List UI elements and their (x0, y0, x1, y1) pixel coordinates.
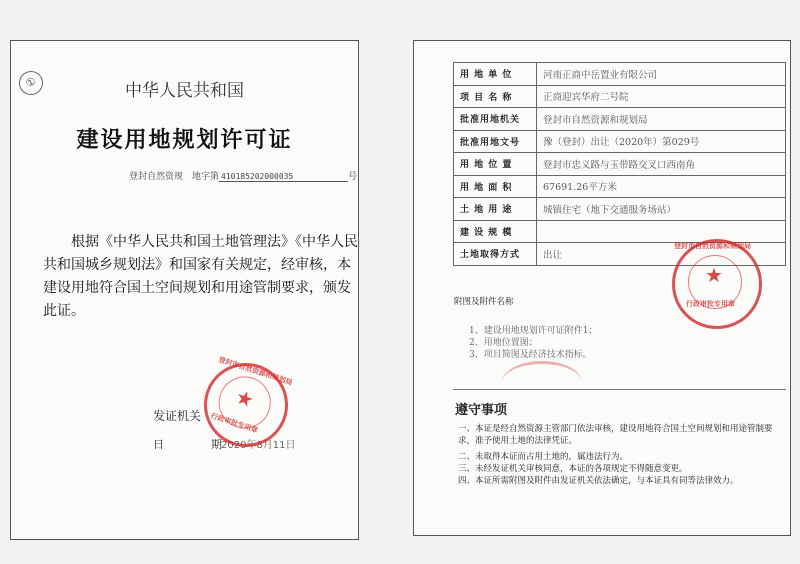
number-suffix: 号 (348, 172, 358, 182)
issuing-authority-label: 发证机关 (153, 409, 202, 423)
legal-basis-text: 根据《中华人民共和国土地管理法》《中华人民共和国城乡规划法》和国家有关规定，经审核，本建设用地符合国土空间规划和用途管制要求，颁发此证。 (43, 234, 358, 319)
seal-subtext: 行政审批专用章 (686, 300, 735, 308)
attachment-item: 2、用地位置图； (469, 338, 538, 348)
table-row (454, 198, 786, 221)
row-label: 土地取得方式 (454, 243, 537, 266)
certificate-title: 建设用地规划许可证 (76, 128, 293, 153)
row-label: 用 地 面 积 (454, 175, 537, 198)
row-value: 河南正商中岳置业有限公司 (537, 63, 786, 86)
country-name: 中华人民共和国 (125, 81, 244, 101)
row-value: 城镇住宅（地下交通服务场站） (537, 198, 786, 221)
row-label: 土 地 用 途 (454, 198, 537, 221)
seal-text: 登封市自然资源和规划局 (674, 242, 751, 250)
attachment-item: 3、项目简图及经济技术指标。 (469, 350, 592, 360)
issue-date: 2020年8月11日 (221, 440, 296, 451)
seal-subtext: 行政审批专用章 (209, 411, 259, 435)
seal-text: 登封市自然资源和规划局 (217, 355, 294, 387)
table-row (454, 153, 786, 176)
star-icon: ★ (705, 263, 723, 287)
row-value: 67691.26平方米 (537, 175, 786, 198)
date-label: 日 期 (153, 438, 240, 451)
land-info-table (453, 62, 786, 266)
row-label: 批准用地文号 (454, 130, 537, 153)
notice-item: 四、本证所需附图及附件由发证机关依法确定，与本证具有同等法律效力。 (458, 476, 739, 486)
row-value: 正商迎宾华府二号院 (537, 85, 786, 108)
certificate-number-row (129, 169, 357, 182)
row-label: 项 目 名 称 (454, 85, 537, 108)
row-value: 登封市忠义路与玉带路交叉口西南角 (537, 153, 786, 176)
page-number-mark: ① (15, 67, 47, 99)
row-label: 批准用地机关 (454, 108, 537, 131)
notice-item: 一、本证是经自然资源主管部门依法审核，建设用地符合国土空间规划和用途管制要求，准予使用土地的法律凭证。 (458, 424, 773, 446)
row-label: 用 地 位 置 (454, 153, 537, 176)
official-seal-stamp (672, 239, 764, 331)
row-label: 用 地 单 位 (454, 63, 537, 86)
notice-item: 二、未取得本证而占用土地的，属违法行为。 (458, 452, 629, 462)
row-label: 建 设 规 模 (454, 220, 537, 243)
attachments-title: 附图及附件名称 (454, 297, 514, 307)
row-value: 出让 (537, 243, 786, 266)
certificate-details-page (413, 40, 791, 536)
table-row (454, 130, 786, 153)
certificate-number: 410185202000035 (219, 172, 348, 182)
notice-title: 遵守事项 (455, 403, 508, 418)
faded-seal-stamp (502, 361, 582, 404)
row-value: 豫（登封）出让（2020年）第029号 (537, 130, 786, 153)
certificate-cover-page (10, 40, 359, 540)
table-row (454, 108, 786, 131)
table-row (454, 85, 786, 108)
number-prefix: 登封自然资规 地字第 (129, 172, 220, 182)
notice-item: 三、未经发证机关审核同意，本证的各项规定不得随意变更。 (458, 464, 688, 474)
table-row (454, 175, 786, 198)
row-value: 登封市自然资源和规划局 (537, 108, 786, 131)
attachment-item: 1、建设用地规划许可证附件1； (469, 326, 598, 336)
star-icon: ★ (232, 384, 258, 413)
table-row (454, 63, 786, 86)
